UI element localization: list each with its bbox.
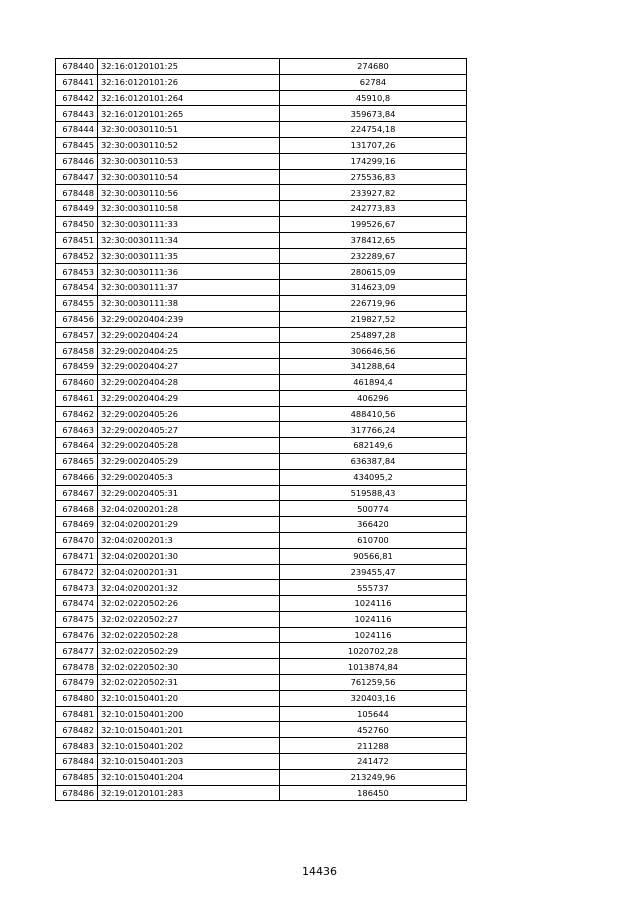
value-cell: 1020702,28 <box>280 643 467 659</box>
cadastral-number-cell: 32:30:0030111:34 <box>98 232 280 248</box>
value-cell: 636387,84 <box>280 453 467 469</box>
cadastral-number-cell: 32:29:0020404:27 <box>98 359 280 375</box>
table-row <box>56 153 467 169</box>
record-id-cell: 678460 <box>56 374 98 390</box>
cadastral-number-cell: 32:10:0150401:202 <box>98 738 280 754</box>
value-cell: 219827,52 <box>280 311 467 327</box>
cadastral-number-cell: 32:10:0150401:201 <box>98 722 280 738</box>
cadastral-number-cell: 32:30:0030110:53 <box>98 153 280 169</box>
table-row <box>56 675 467 691</box>
record-id-cell: 678456 <box>56 311 98 327</box>
cadastral-number-cell: 32:29:0020405:3 <box>98 469 280 485</box>
cadastral-number-cell: 32:29:0020405:27 <box>98 422 280 438</box>
record-id-cell: 678472 <box>56 564 98 580</box>
record-id-cell: 678465 <box>56 453 98 469</box>
cadastral-number-cell: 32:10:0150401:204 <box>98 769 280 785</box>
record-id-cell: 678485 <box>56 769 98 785</box>
value-cell: 359673,84 <box>280 106 467 122</box>
value-cell: 226719,96 <box>280 295 467 311</box>
cadastral-number-cell: 32:04:0200201:29 <box>98 517 280 533</box>
value-cell: 461894,4 <box>280 374 467 390</box>
record-id-cell: 678441 <box>56 74 98 90</box>
value-cell: 317766,24 <box>280 422 467 438</box>
value-cell: 280615,09 <box>280 264 467 280</box>
cadastral-number-cell: 32:29:0020405:31 <box>98 485 280 501</box>
table-row <box>56 359 467 375</box>
cadastral-number-cell: 32:02:0220502:29 <box>98 643 280 659</box>
cadastral-number-cell: 32:02:0220502:31 <box>98 675 280 691</box>
table-row <box>56 564 467 580</box>
cadastral-number-cell: 32:04:0200201:30 <box>98 548 280 564</box>
value-cell: 555737 <box>280 580 467 596</box>
table-row <box>56 248 467 264</box>
cadastral-number-cell: 32:02:0220502:30 <box>98 659 280 675</box>
table-row <box>56 453 467 469</box>
table-row <box>56 390 467 406</box>
table-row <box>56 185 467 201</box>
record-id-cell: 678452 <box>56 248 98 264</box>
record-id-cell: 678476 <box>56 627 98 643</box>
table-row <box>56 295 467 311</box>
table-row <box>56 280 467 296</box>
cadastral-number-cell: 32:30:0030110:54 <box>98 169 280 185</box>
value-cell: 761259,56 <box>280 675 467 691</box>
record-id-cell: 678453 <box>56 264 98 280</box>
cadastral-number-cell: 32:30:0030111:36 <box>98 264 280 280</box>
record-id-cell: 678448 <box>56 185 98 201</box>
record-id-cell: 678445 <box>56 137 98 153</box>
record-id-cell: 678457 <box>56 327 98 343</box>
table-row <box>56 90 467 106</box>
value-cell: 610700 <box>280 532 467 548</box>
cadastral-number-cell: 32:04:0200201:32 <box>98 580 280 596</box>
table-row <box>56 264 467 280</box>
record-id-cell: 678459 <box>56 359 98 375</box>
table-row <box>56 201 467 217</box>
cadastral-number-cell: 32:29:0020405:28 <box>98 438 280 454</box>
record-id-cell: 678478 <box>56 659 98 675</box>
table-row <box>56 517 467 533</box>
value-cell: 62784 <box>280 74 467 90</box>
table-row <box>56 137 467 153</box>
table-row <box>56 485 467 501</box>
value-cell: 213249,96 <box>280 769 467 785</box>
cadastral-table <box>55 58 467 801</box>
table-row <box>56 548 467 564</box>
value-cell: 378412,65 <box>280 232 467 248</box>
cadastral-number-cell: 32:02:0220502:26 <box>98 596 280 612</box>
record-id-cell: 678479 <box>56 675 98 691</box>
cadastral-number-cell: 32:29:0020404:28 <box>98 374 280 390</box>
record-id-cell: 678442 <box>56 90 98 106</box>
cadastral-number-cell: 32:04:0200201:3 <box>98 532 280 548</box>
record-id-cell: 678481 <box>56 706 98 722</box>
cadastral-number-cell: 32:16:0120101:26 <box>98 74 280 90</box>
table-row <box>56 722 467 738</box>
value-cell: 105644 <box>280 706 467 722</box>
table-row <box>56 106 467 122</box>
table-row <box>56 690 467 706</box>
cadastral-number-cell: 32:16:0120101:265 <box>98 106 280 122</box>
table-row <box>56 169 467 185</box>
table-row <box>56 74 467 90</box>
table-row <box>56 232 467 248</box>
table-row <box>56 216 467 232</box>
record-id-cell: 678471 <box>56 548 98 564</box>
record-id-cell: 678477 <box>56 643 98 659</box>
record-id-cell: 678474 <box>56 596 98 612</box>
cadastral-number-cell: 32:30:0030111:37 <box>98 280 280 296</box>
value-cell: 224754,18 <box>280 122 467 138</box>
value-cell: 275536,83 <box>280 169 467 185</box>
record-id-cell: 678447 <box>56 169 98 185</box>
table-row <box>56 59 467 75</box>
value-cell: 45910,8 <box>280 90 467 106</box>
value-cell: 211288 <box>280 738 467 754</box>
cadastral-number-cell: 32:29:0020405:29 <box>98 453 280 469</box>
cadastral-number-cell: 32:04:0200201:28 <box>98 501 280 517</box>
table-row <box>56 406 467 422</box>
value-cell: 488410,56 <box>280 406 467 422</box>
cadastral-number-cell: 32:16:0120101:264 <box>98 90 280 106</box>
table-row <box>56 627 467 643</box>
table-row <box>56 754 467 770</box>
value-cell: 341288,64 <box>280 359 467 375</box>
value-cell: 241472 <box>280 754 467 770</box>
table-row <box>56 343 467 359</box>
record-id-cell: 678444 <box>56 122 98 138</box>
cadastral-number-cell: 32:10:0150401:20 <box>98 690 280 706</box>
cadastral-number-cell: 32:30:0030110:51 <box>98 122 280 138</box>
record-id-cell: 678458 <box>56 343 98 359</box>
table-row <box>56 532 467 548</box>
cadastral-number-cell: 32:02:0220502:27 <box>98 611 280 627</box>
record-id-cell: 678467 <box>56 485 98 501</box>
value-cell: 186450 <box>280 785 467 801</box>
cadastral-number-cell: 32:29:0020404:239 <box>98 311 280 327</box>
table-row <box>56 611 467 627</box>
record-id-cell: 678482 <box>56 722 98 738</box>
record-id-cell: 678446 <box>56 153 98 169</box>
cadastral-number-cell: 32:02:0220502:28 <box>98 627 280 643</box>
record-id-cell: 678483 <box>56 738 98 754</box>
value-cell: 90566,81 <box>280 548 467 564</box>
record-id-cell: 678469 <box>56 517 98 533</box>
value-cell: 1024116 <box>280 611 467 627</box>
cadastral-number-cell: 32:10:0150401:203 <box>98 754 280 770</box>
record-id-cell: 678462 <box>56 406 98 422</box>
cadastral-number-cell: 32:29:0020404:25 <box>98 343 280 359</box>
table-row <box>56 327 467 343</box>
value-cell: 519588,43 <box>280 485 467 501</box>
record-id-cell: 678455 <box>56 295 98 311</box>
record-id-cell: 678486 <box>56 785 98 801</box>
record-id-cell: 678466 <box>56 469 98 485</box>
cadastral-number-cell: 32:30:0030111:35 <box>98 248 280 264</box>
value-cell: 314623,09 <box>280 280 467 296</box>
cadastral-number-cell: 32:30:0030110:52 <box>98 137 280 153</box>
cadastral-number-cell: 32:30:0030110:58 <box>98 201 280 217</box>
value-cell: 682149,6 <box>280 438 467 454</box>
table-row <box>56 374 467 390</box>
table-row <box>56 643 467 659</box>
value-cell: 1013874,84 <box>280 659 467 675</box>
table-row <box>56 659 467 675</box>
table-row <box>56 311 467 327</box>
table-row <box>56 422 467 438</box>
page-number: 14436 <box>302 865 337 878</box>
record-id-cell: 678473 <box>56 580 98 596</box>
record-id-cell: 678454 <box>56 280 98 296</box>
value-cell: 434095,2 <box>280 469 467 485</box>
table-row <box>56 769 467 785</box>
cadastral-number-cell: 32:29:0020405:26 <box>98 406 280 422</box>
table-row <box>56 706 467 722</box>
table-row <box>56 501 467 517</box>
record-id-cell: 678475 <box>56 611 98 627</box>
table-row <box>56 738 467 754</box>
value-cell: 306646,56 <box>280 343 467 359</box>
value-cell: 1024116 <box>280 596 467 612</box>
cadastral-number-cell: 32:19:0120101:283 <box>98 785 280 801</box>
record-id-cell: 678450 <box>56 216 98 232</box>
cadastral-table-body <box>56 59 467 801</box>
table-row <box>56 469 467 485</box>
cadastral-number-cell: 32:29:0020404:24 <box>98 327 280 343</box>
value-cell: 366420 <box>280 517 467 533</box>
record-id-cell: 678449 <box>56 201 98 217</box>
table-row <box>56 122 467 138</box>
record-id-cell: 678484 <box>56 754 98 770</box>
value-cell: 500774 <box>280 501 467 517</box>
table-row <box>56 438 467 454</box>
value-cell: 320403,16 <box>280 690 467 706</box>
record-id-cell: 678440 <box>56 59 98 75</box>
table-row <box>56 596 467 612</box>
value-cell: 239455,47 <box>280 564 467 580</box>
record-id-cell: 678464 <box>56 438 98 454</box>
value-cell: 174299,16 <box>280 153 467 169</box>
record-id-cell: 678463 <box>56 422 98 438</box>
table-row <box>56 785 467 801</box>
value-cell: 406296 <box>280 390 467 406</box>
record-id-cell: 678443 <box>56 106 98 122</box>
value-cell: 131707,26 <box>280 137 467 153</box>
value-cell: 452760 <box>280 722 467 738</box>
table-row <box>56 580 467 596</box>
cadastral-number-cell: 32:30:0030111:33 <box>98 216 280 232</box>
value-cell: 232289,67 <box>280 248 467 264</box>
record-id-cell: 678470 <box>56 532 98 548</box>
record-id-cell: 678480 <box>56 690 98 706</box>
record-id-cell: 678461 <box>56 390 98 406</box>
cadastral-number-cell: 32:30:0030110:56 <box>98 185 280 201</box>
cadastral-number-cell: 32:10:0150401:200 <box>98 706 280 722</box>
record-id-cell: 678451 <box>56 232 98 248</box>
cadastral-number-cell: 32:29:0020404:29 <box>98 390 280 406</box>
value-cell: 254897,28 <box>280 327 467 343</box>
cadastral-number-cell: 32:04:0200201:31 <box>98 564 280 580</box>
value-cell: 233927,82 <box>280 185 467 201</box>
value-cell: 242773,83 <box>280 201 467 217</box>
cadastral-number-cell: 32:30:0030111:38 <box>98 295 280 311</box>
value-cell: 1024116 <box>280 627 467 643</box>
value-cell: 274680 <box>280 59 467 75</box>
value-cell: 199526,67 <box>280 216 467 232</box>
cadastral-number-cell: 32:16:0120101:25 <box>98 59 280 75</box>
record-id-cell: 678468 <box>56 501 98 517</box>
